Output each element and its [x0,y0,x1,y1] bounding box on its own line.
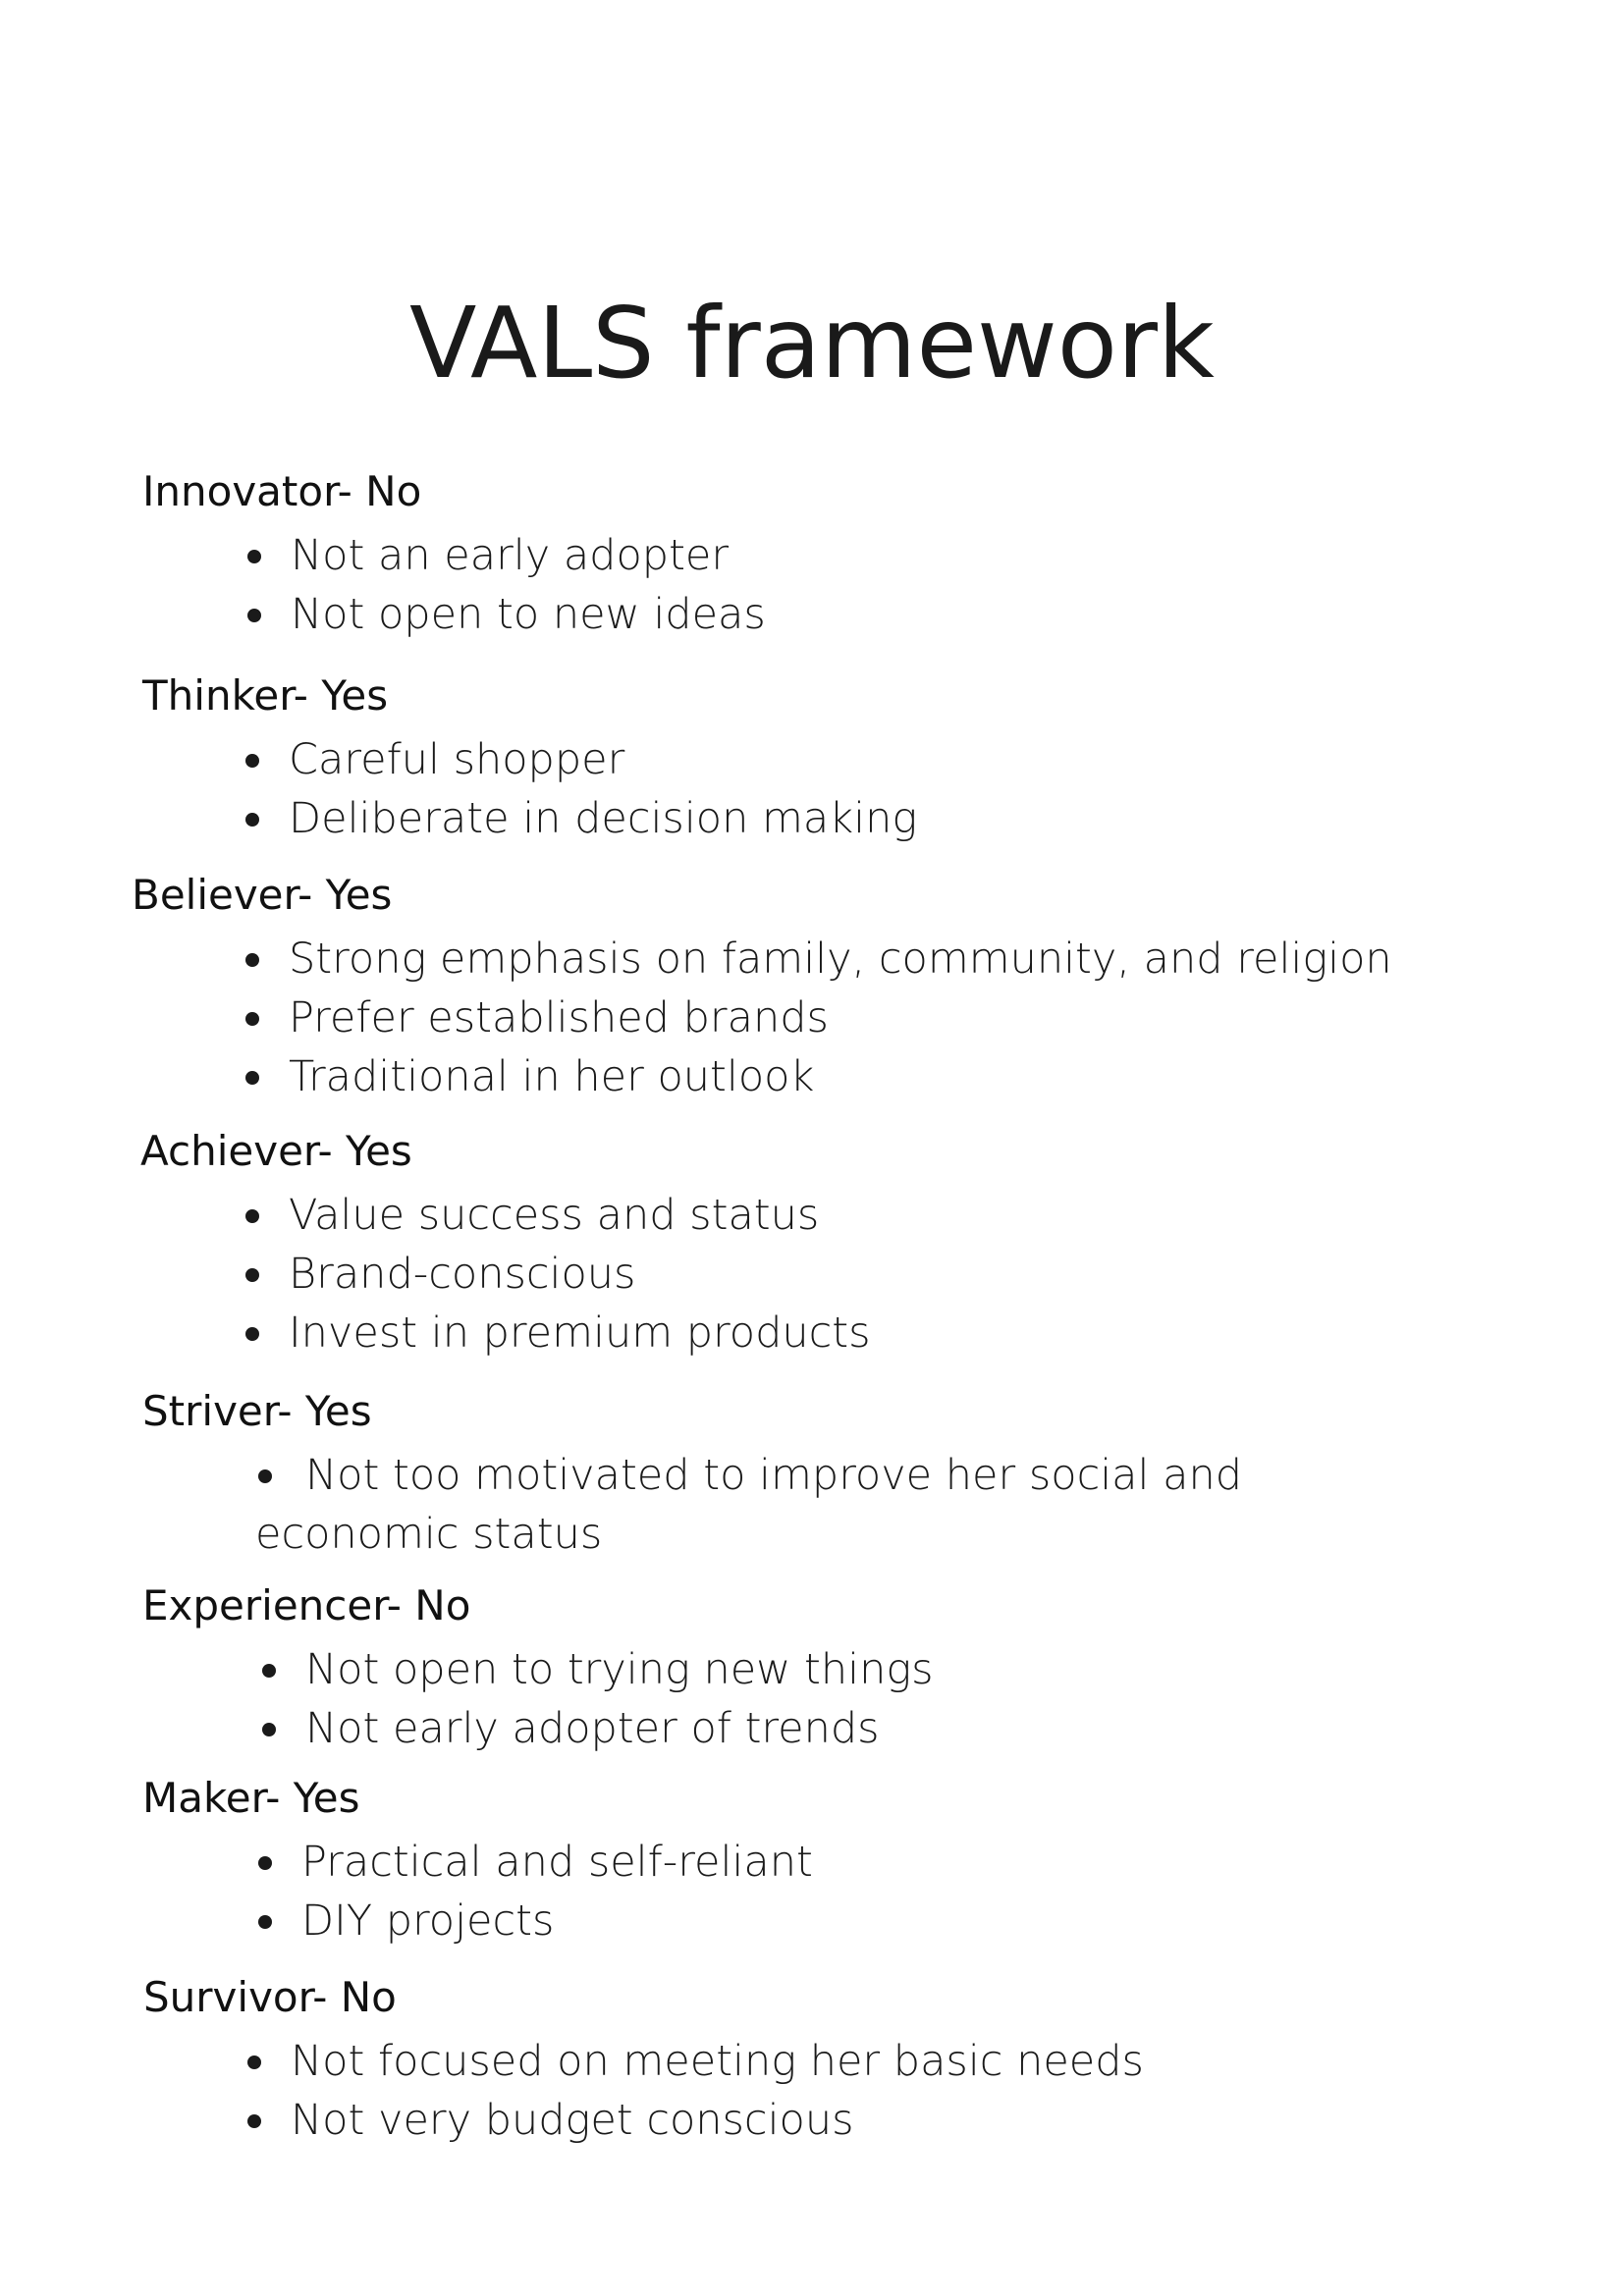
bullet-item: DIY projects [301,1900,554,1943]
page-title: VALS framework [409,286,1215,400]
bullet-dot-icon [245,1071,259,1085]
bullet-dot-icon [245,1209,259,1223]
bullet-item: Prefer established brands [289,997,829,1040]
bullet-dot-icon [245,813,259,827]
bullet-dot-icon [245,754,259,768]
bullet-continuation: economic status [255,1510,603,1559]
bullet-dot-icon [247,2114,261,2128]
bullet-item: Strong emphasis on family, community, and religion [289,938,1392,981]
bullet-item: Deliberate in decision making [289,798,917,840]
bullet-item: Brand-conscious [289,1254,635,1296]
bullet-dot-icon [247,609,261,622]
bullet-dot-icon [245,1327,259,1341]
bullet-dot-icon [247,2056,261,2069]
section-heading-believer: Believer- Yes [132,871,393,919]
bullet-item: Traditional in her outlook [289,1056,814,1098]
bullet-item: Not an early adopter [291,535,729,577]
bullet-dot-icon [258,1915,272,1929]
bullet-dot-icon [262,1723,276,1736]
section-heading-achiever: Achiever- Yes [140,1127,412,1175]
section-heading-innovator: Innovator- No [142,467,422,515]
section-heading-thinker: Thinker- Yes [142,671,389,720]
bullet-dot-icon [245,1012,259,1026]
bullet-item: Careful shopper [289,739,624,781]
bullet-item: Not too motivated to improve her social and [305,1455,1242,1497]
bullet-dot-icon [258,1856,272,1870]
bullet-dot-icon [245,953,259,967]
section-heading-experiencer: Experiencer- No [142,1581,471,1629]
bullet-item: Invest in premium products [289,1312,871,1355]
bullet-dot-icon [247,550,261,563]
bullet-item: Value success and status [289,1195,819,1237]
bullet-dot-icon [262,1664,276,1678]
section-heading-maker: Maker- Yes [142,1774,360,1822]
bullet-item: Not open to trying new things [305,1649,934,1691]
bullet-item: Not early adopter of trends [305,1708,880,1750]
bullet-item: Not open to new ideas [291,594,766,636]
bullet-item: Practical and self-reliant [301,1842,813,1884]
bullet-dot-icon [245,1268,259,1282]
bullet-dot-icon [258,1469,272,1483]
bullet-item: Not very budget conscious [291,2100,854,2142]
section-heading-survivor: Survivor- No [143,1973,397,2021]
bullet-item: Not focused on meeting her basic needs [291,2041,1144,2083]
section-heading-striver: Striver- Yes [142,1387,372,1435]
